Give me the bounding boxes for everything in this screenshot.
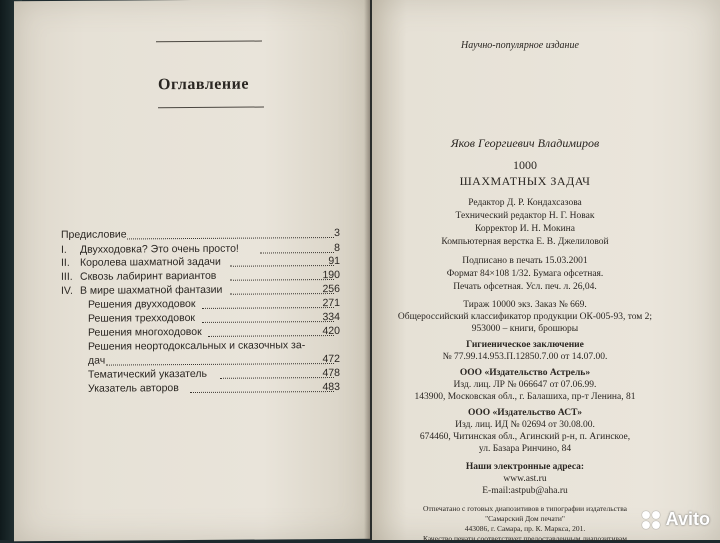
publisher1-license: Изд. лиц. ЛР № 066647 от 07.06.99. bbox=[453, 380, 597, 390]
email-address: E-mail:astpub@aha.ru bbox=[482, 486, 568, 496]
toc-entry-label: Королева шахматной задачи bbox=[80, 255, 221, 269]
editor: Редактор Д. Р. Кондахсазова bbox=[468, 198, 582, 208]
toc-number: III. bbox=[61, 270, 73, 283]
classifier-line1: Общероссийский классификатор продукции ОК-005-93, том 2; bbox=[397, 312, 653, 322]
quality-note: Качество печати соответствует предоставленным диапозитивам bbox=[423, 534, 627, 543]
author-name: Яков Георгиевич Владимиров bbox=[450, 136, 600, 150]
corrector: Корректор И. Н. Мокина bbox=[475, 224, 575, 234]
toc-number: I. bbox=[61, 243, 67, 256]
toc-entry-label: Сквозь лабиринт вариантов bbox=[80, 269, 217, 283]
toc-page-number: 483 bbox=[322, 380, 340, 394]
toc-leader-dots bbox=[127, 237, 334, 239]
toc-page-number: 478 bbox=[322, 366, 340, 380]
toc-page-number: 420 bbox=[322, 324, 340, 338]
toc-page-number: 190 bbox=[322, 268, 340, 282]
publisher2-address1: 674460, Читинская обл., Агинский р-н, п. Агинское, bbox=[419, 432, 631, 442]
publisher1-name: ООО «Издательство Астрель» bbox=[459, 368, 591, 378]
layout-credit: Компьютерная верстка Е. В. Джелиловой bbox=[441, 237, 609, 247]
toc-entry-label: Решения трехходовок bbox=[88, 311, 196, 325]
toc-leader-dots bbox=[106, 363, 334, 366]
publisher1-address: 143900, Московская обл., г. Балашиха, пр-т Ленина, 81 bbox=[414, 392, 636, 402]
publisher2-address2: ул. Базара Ринчино, 84 bbox=[478, 444, 572, 454]
toc-page-number: 334 bbox=[322, 310, 340, 324]
toc-entry-label: дач bbox=[88, 354, 106, 367]
format: Формат 84×108 1/32. Бумага офсетная. bbox=[446, 269, 604, 279]
toc-page-number: 3 bbox=[334, 226, 340, 240]
toc-entry-label: Решения многоходовок bbox=[88, 325, 202, 339]
toc-entry-label: Указатель авторов bbox=[88, 382, 179, 395]
toc-number: IV. bbox=[61, 284, 73, 297]
publisher2-name: ООО «Издательство АСТ» bbox=[467, 408, 583, 418]
print-run: Тираж 10000 экз. Заказ № 669. bbox=[463, 300, 587, 310]
print-info: Печать офсетная. Усл. печ. л. 26,04. bbox=[453, 282, 597, 292]
toc-entry-label: Решения двухходовок bbox=[88, 297, 196, 311]
title-rule bbox=[158, 106, 264, 108]
tech-editor: Технический редактор Н. Г. Новак bbox=[455, 211, 595, 221]
toc-page-number: 472 bbox=[322, 352, 340, 366]
hygiene-number: № 77.99.14.953.П.12850.7.00 от 14.07.00. bbox=[442, 352, 608, 362]
signed-date: Подписано в печать 15.03.2001 bbox=[462, 256, 588, 266]
toc-entry-label: В мире шахматной фантазии bbox=[80, 283, 223, 297]
printed-line2: "Самарский Дом печати" bbox=[485, 514, 565, 523]
toc-page-number: 8 bbox=[334, 241, 340, 255]
top-rule bbox=[156, 41, 262, 43]
printed-line3: 443086, г. Самара, пр. К. Маркса, 201. bbox=[464, 524, 586, 533]
toc-entry-label: Решения неортодоксальных и сказочных за- bbox=[88, 339, 306, 353]
watermark-text: Avito bbox=[665, 509, 710, 529]
toc-page-number: 91 bbox=[328, 254, 340, 268]
toc-entry-label: Тематический указатель bbox=[88, 367, 207, 381]
edition-type: Научно-популярное издание bbox=[461, 40, 579, 51]
avito-watermark bbox=[642, 509, 710, 530]
toc-page-number: 271 bbox=[322, 296, 340, 310]
classifier-line2: 953000 – книги, брошюры bbox=[471, 324, 579, 334]
website: www.ast.ru bbox=[503, 474, 547, 484]
toc-entry-label: Двухходовка? Это очень просто! bbox=[80, 242, 239, 256]
email-title: Наши электронные адреса: bbox=[465, 462, 585, 472]
toc-entry-label: Предисловие bbox=[61, 228, 127, 241]
publisher2-license: Изд. лиц. ИД № 02694 от 30.08.00. bbox=[455, 420, 595, 430]
book-title: ШАХМАТНЫХ ЗАДАЧ bbox=[459, 174, 591, 188]
toc-number: II. bbox=[61, 256, 70, 269]
toc-title: Оглавление bbox=[158, 75, 249, 94]
printed-line1: Отпечатано с готовых диапозитивов в типографии издательства bbox=[422, 504, 628, 513]
left-page bbox=[14, 0, 370, 541]
toc-page-number: 256 bbox=[322, 282, 340, 296]
avito-logo-icon bbox=[642, 511, 660, 529]
hygiene-title: Гигиеническое заключение bbox=[466, 340, 584, 350]
book-title-number: 1000 bbox=[513, 158, 537, 172]
